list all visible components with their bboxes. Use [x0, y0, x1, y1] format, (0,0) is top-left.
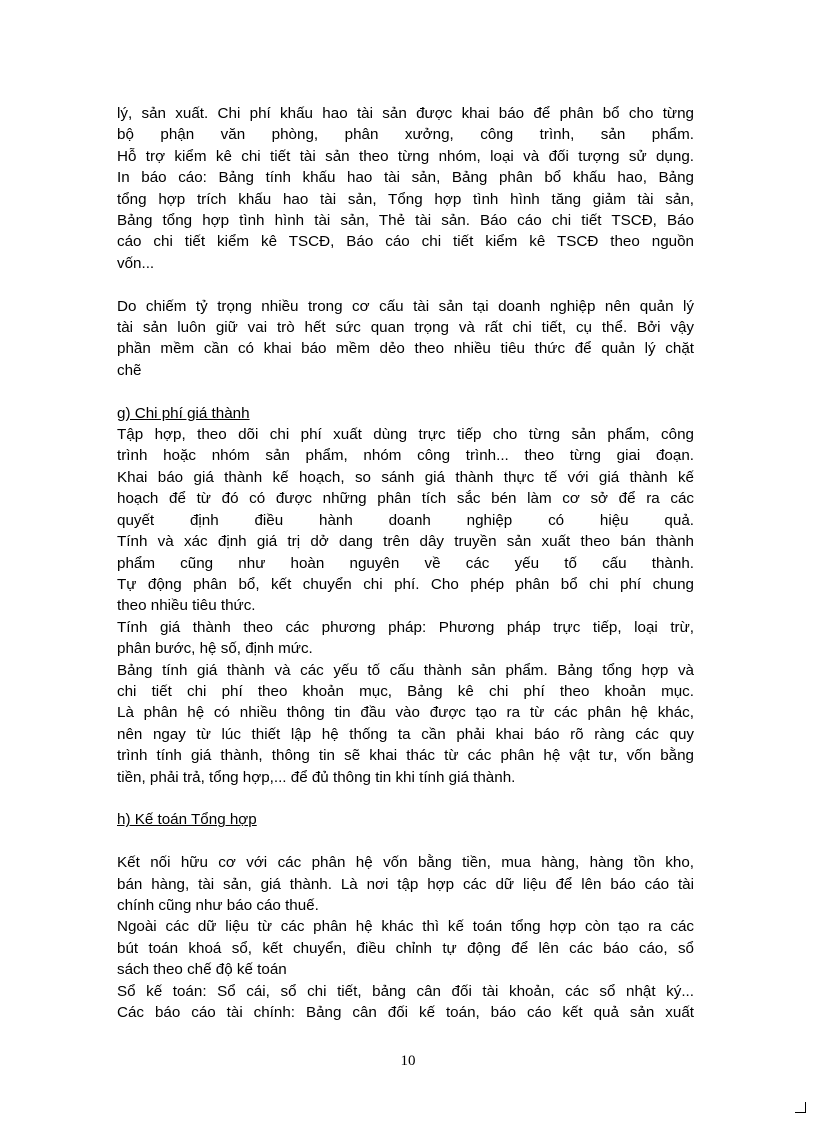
text-line: Các báo cáo tài chính: Bảng cân đối kế toán, báo cáo kết quả sản xuất — [117, 1004, 694, 1021]
text-line: phẩm cũng như hoàn nguyên về các yếu tố cấu thành. — [117, 554, 694, 572]
section-heading-cost-price: g) Chi phí giá thành — [117, 404, 250, 422]
text-line: vốn... — [117, 254, 155, 272]
text-line: Ngoài các dữ liệu từ các phân hệ khác thì kế toán tổng hợp còn tạo ra các — [117, 918, 694, 936]
text-line: Tính giá thành theo các phương pháp: Phương pháp trực tiếp, loại trừ, — [117, 618, 694, 636]
text-line: Tập hợp, theo dõi chi phí xuất dùng trực tiếp cho từng sản phẩm, công — [117, 426, 694, 444]
text-line: phân bước, hệ số, định mức. — [117, 640, 313, 658]
text-line: Sổ kế toán: Sổ cái, sổ chi tiết, bảng cân đối tài khoản, các sổ nhật ký... — [117, 982, 694, 1000]
text-line: chính cũng như báo cáo thuế. — [117, 896, 319, 914]
text-line: tiền, phải trả, tổng hợp,... để đủ thông tin khi tính giá thành. — [117, 768, 516, 786]
text-line: Là phân hệ có nhiều thông tin đầu vào được tạo ra từ các phân hệ khác, — [117, 704, 694, 722]
text-line: sách theo chế độ kế toán — [117, 961, 287, 979]
text-line: hoạch để từ đó có được những phân tích sắc bén làm cơ sở để ra các — [117, 490, 694, 508]
text-line: chẽ — [117, 361, 142, 379]
text-line: Tính và xác định giá trị dở dang trên dây truyền sản xuất theo bán thành — [117, 533, 694, 551]
text-line: trình hoặc nhóm sản phẩm, nhóm công trình... theo từng giai đoạn. — [117, 447, 694, 465]
paragraph-asset-depreciation — [117, 103, 694, 274]
text-line: In báo cáo: Bảng tính khấu hao tài sản, Bảng phân bổ khấu hao, Bảng — [117, 169, 694, 187]
text-line: bút toán khoá sổ, kết chuyển, điều chỉnh tự động để lên các báo cáo, sổ — [117, 939, 694, 957]
text-line: theo nhiều tiêu thức. — [117, 597, 256, 615]
paragraph-spacer — [117, 274, 694, 295]
text-line: nên ngay từ lúc thiết lập hệ thống ta cần phải khai báo rõ ràng các quy — [117, 725, 694, 743]
paragraph-asset-management — [117, 296, 694, 382]
paragraph-general-accounting — [117, 852, 694, 1023]
text-line: Bảng tính giá thành và các yếu tố cấu thành sản phẩm. Bảng tổng hợp và — [117, 661, 694, 679]
page-corner-mark — [795, 1102, 806, 1113]
text-line: quyết định điều hành doanh nghiệp có hiệu quả. — [117, 511, 694, 529]
text-line: trình tính giá thành, thông tin sẽ khai thác từ các phân hệ vật tư, vốn bằng — [117, 747, 694, 765]
paragraph-spacer — [117, 831, 694, 852]
text-line: cáo chi tiết kiểm kê TSCĐ, Báo cáo chi tiết kiểm kê TSCĐ theo nguồn — [117, 233, 694, 251]
text-line: phần mềm cần có khai báo mềm dẻo theo nhiều tiêu thức để quản lý chặt — [117, 340, 694, 358]
paragraph-spacer — [117, 788, 694, 809]
text-line: Bảng tổng hợp tình hình tài sản, Thẻ tài sản. Báo cáo chi tiết TSCĐ, Báo — [117, 212, 694, 230]
text-line: Do chiếm tỷ trọng nhiều trong cơ cấu tài sản tại doanh nghiệp nên quản lý — [117, 297, 694, 315]
text-line: Kết nối hữu cơ với các phân hệ vốn bằng tiền, mua hàng, hàng tồn kho, — [117, 854, 694, 872]
page-number: 10 — [400, 1053, 416, 1069]
text-line: bán hàng, tài sản, giá thành. Là nơi tập hợp các dữ liệu để lên báo cáo tài — [117, 875, 694, 893]
page-body — [117, 103, 694, 1023]
text-line: chi tiết chi phí theo khoản mục, Bảng kê chi phí theo khoản mục. — [117, 682, 694, 700]
text-line: bộ phận văn phòng, phân xưởng, công trình, sản phẩm. — [117, 126, 694, 144]
text-line: lý, sản xuất. Chi phí khấu hao tài sản được khai báo để phân bổ cho từng — [117, 105, 694, 122]
text-line: Hỗ trợ kiểm kê chi tiết tài sản theo từng nhóm, loại và đối tượng sử dụng. — [117, 147, 694, 165]
paragraph-cost-price — [117, 424, 694, 788]
paragraph-spacer — [117, 381, 694, 402]
section-heading-general-accounting: h) Kế toán Tổng hợp — [117, 811, 257, 829]
text-line: tổng hợp trích khấu hao tài sản, Tổng hợp tình hình tăng giảm tài sản, — [117, 190, 694, 208]
text-line: Khai báo giá thành kế hoạch, so sánh giá thành thực tế với giá thành kế — [117, 468, 694, 486]
text-line: tài sản luôn giữ vai trò hết sức quan trọng và rất chi tiết, cụ thể. Bởi vậy — [117, 319, 694, 337]
text-line: Tự động phân bổ, kết chuyển chi phí. Cho phép phân bổ chi phí chung — [117, 575, 694, 593]
